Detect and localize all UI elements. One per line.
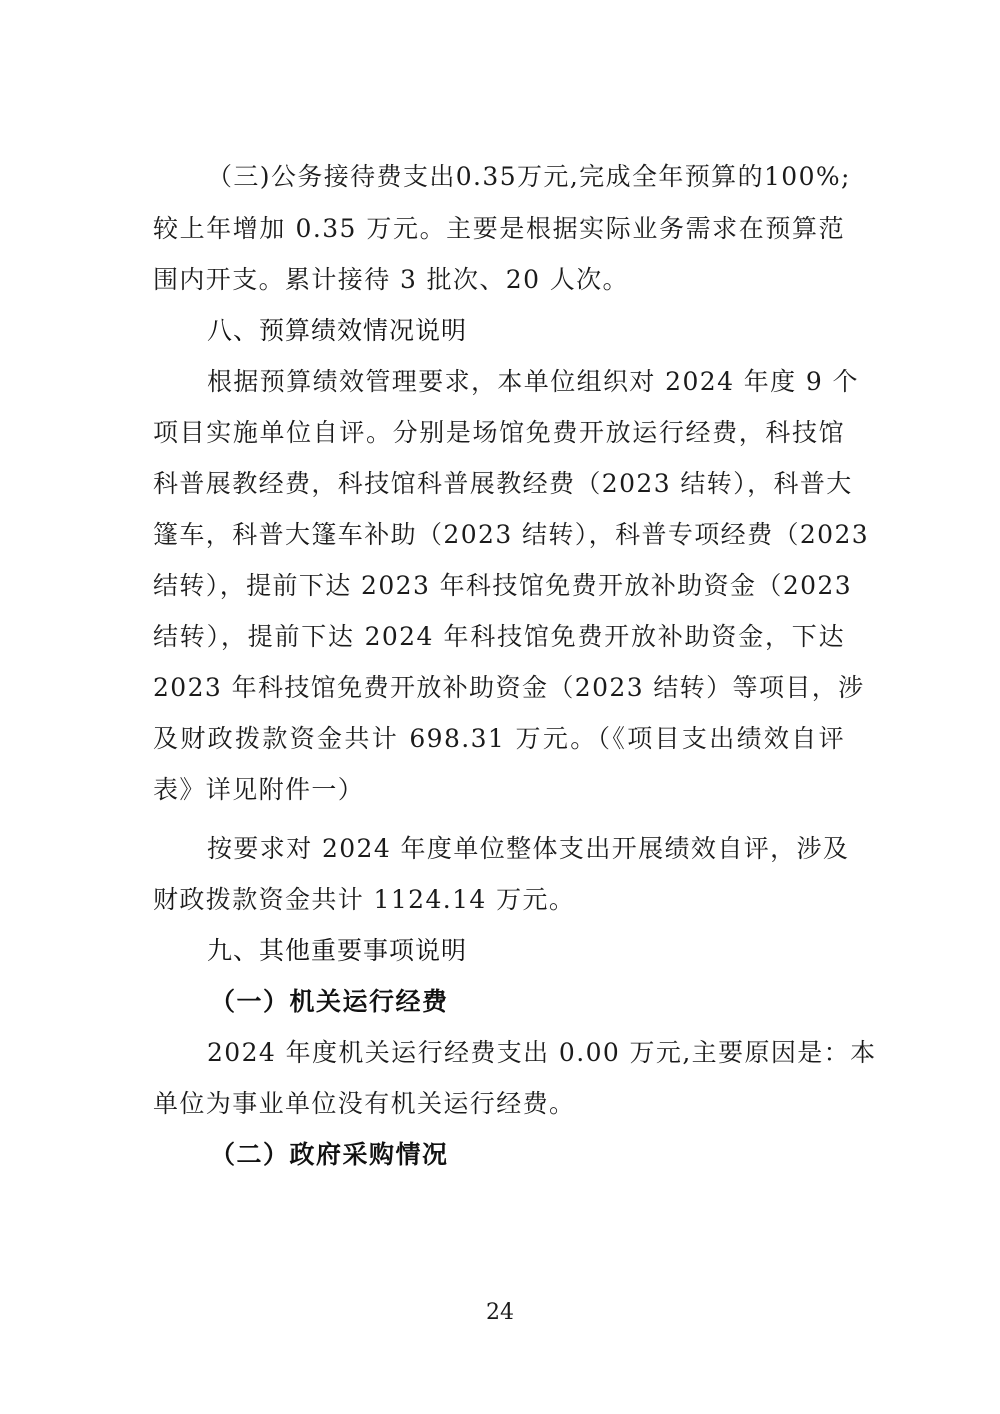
budget-performance-para1-line-5: 结转），提前下达 2023 年科技馆免费开放补助资金（2023 bbox=[153, 571, 853, 600]
budget-performance-para1-line-1: 根据预算绩效管理要求，本单位组织对 2024 年度 9 个 bbox=[207, 367, 859, 396]
page-number: 24 bbox=[486, 1300, 514, 1325]
budget-performance-para1-line-7: 2023 年科技馆免费开放补助资金（2023 结转）等项目，涉 bbox=[153, 673, 865, 702]
budget-performance-para2-line-1: 按要求对 2024 年度单位整体支出开展绩效自评，涉及 bbox=[207, 834, 850, 863]
subheading-office-operating-expenses: （一）机关运行经费 bbox=[210, 987, 449, 1016]
office-operating-expenses-line-2: 单位为事业单位没有机关运行经费。 bbox=[153, 1089, 576, 1118]
budget-performance-para1-line-9: 表》详见附件一） bbox=[153, 775, 365, 804]
budget-performance-para1-line-2: 项目实施单位自评。分别是场馆免费开放运行经费，科技馆 bbox=[153, 418, 845, 447]
budget-performance-para1-line-8: 及财政拨款资金共计 698.31 万元。（《项目支出绩效自评 bbox=[153, 724, 845, 753]
budget-performance-para1-line-6: 结转），提前下达 2024 年科技馆免费开放补助资金，下达 bbox=[153, 622, 845, 651]
budget-performance-para1-line-4: 篷车，科普大篷车补助（2023 结转），科普专项经费（2023 bbox=[153, 520, 870, 549]
budget-performance-para1-line-3: 科普展教经费，科技馆科普展教经费（2023 结转），科普大 bbox=[153, 469, 853, 498]
reception-expense-line-3: 围内开支。累计接待 3 批次、20 人次。 bbox=[153, 265, 629, 294]
subheading-government-procurement: （二）政府采购情况 bbox=[210, 1140, 449, 1169]
budget-performance-para2-line-2: 财政拨款资金共计 1124.14 万元。 bbox=[153, 885, 576, 914]
section-heading-budget-performance: 八、预算绩效情况说明 bbox=[207, 316, 468, 345]
reception-expense-line-2: 较上年增加 0.35 万元。主要是根据实际业务需求在预算范 bbox=[153, 214, 845, 243]
reception-expense-line-1: （三)公务接待费支出0.35万元,完成全年预算的100%; bbox=[207, 162, 851, 191]
office-operating-expenses-line-1: 2024 年度机关运行经费支出 0.00 万元,主要原因是：本 bbox=[207, 1038, 877, 1067]
section-heading-other-matters: 九、其他重要事项说明 bbox=[207, 936, 468, 965]
